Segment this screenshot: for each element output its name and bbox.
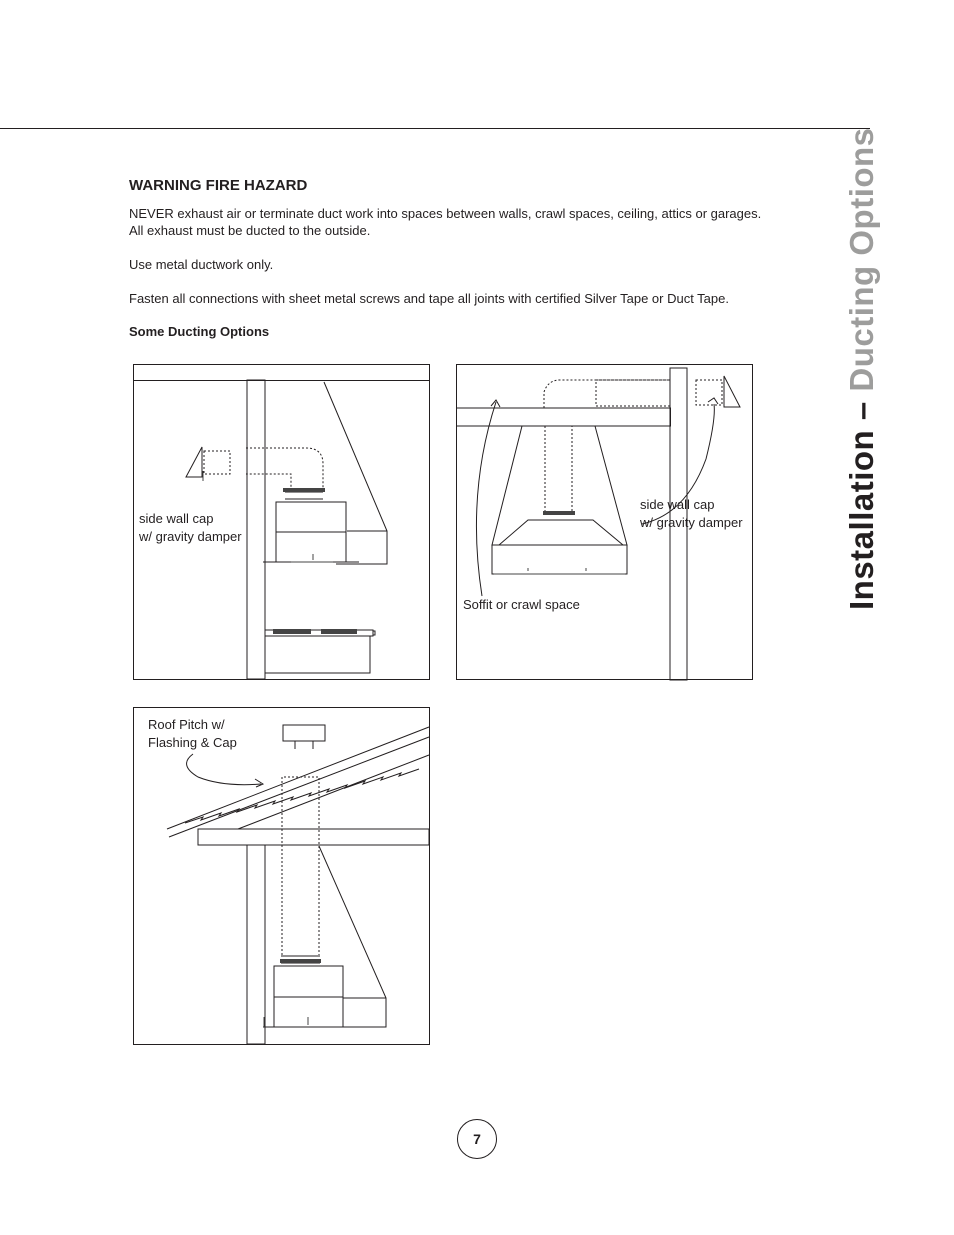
ducting-options-heading: Some Ducting Options	[129, 324, 270, 339]
metal-ductwork-note: Use metal ductwork only.	[129, 257, 274, 272]
warning-line-1: NEVER exhaust air or terminate duct work into spaces between walls, crawl spaces, ceiling, attics or garages.	[129, 206, 762, 221]
figure-roof-ducting	[133, 707, 430, 1046]
figure-soffit-ducting	[456, 364, 753, 681]
figure-wall-ducting	[133, 364, 430, 681]
page-title-suffix: Ducting Options	[843, 127, 880, 392]
soffit-label: Soffit or crawl space	[463, 597, 580, 612]
wall-cap-label-2: w/ gravity damper	[139, 529, 242, 544]
page-number: 7	[457, 1119, 497, 1159]
wall-cap-label-1: side wall cap	[139, 511, 214, 526]
fasten-note: Fasten all connections with sheet metal screws and tape all joints with certified Silver Tape or Duct Tape.	[129, 291, 729, 306]
soffit-wall-cap-label-1: side wall cap	[640, 497, 715, 512]
roof-pitch-label-1: Roof Pitch w/	[148, 717, 225, 732]
soffit-wall-cap-label-2: w/ gravity damper	[640, 515, 743, 530]
page-title	[843, 127, 881, 610]
warning-line-2: All exhaust must be ducted to the outside.	[129, 223, 371, 238]
page-title-prefix: Installation –	[843, 401, 880, 610]
roof-pitch-label-2: Flashing & Cap	[148, 735, 237, 750]
warning-heading: WARNING FIRE HAZARD	[129, 177, 308, 194]
header-rule	[0, 128, 870, 129]
roof-ducting-diagram	[133, 707, 430, 1046]
